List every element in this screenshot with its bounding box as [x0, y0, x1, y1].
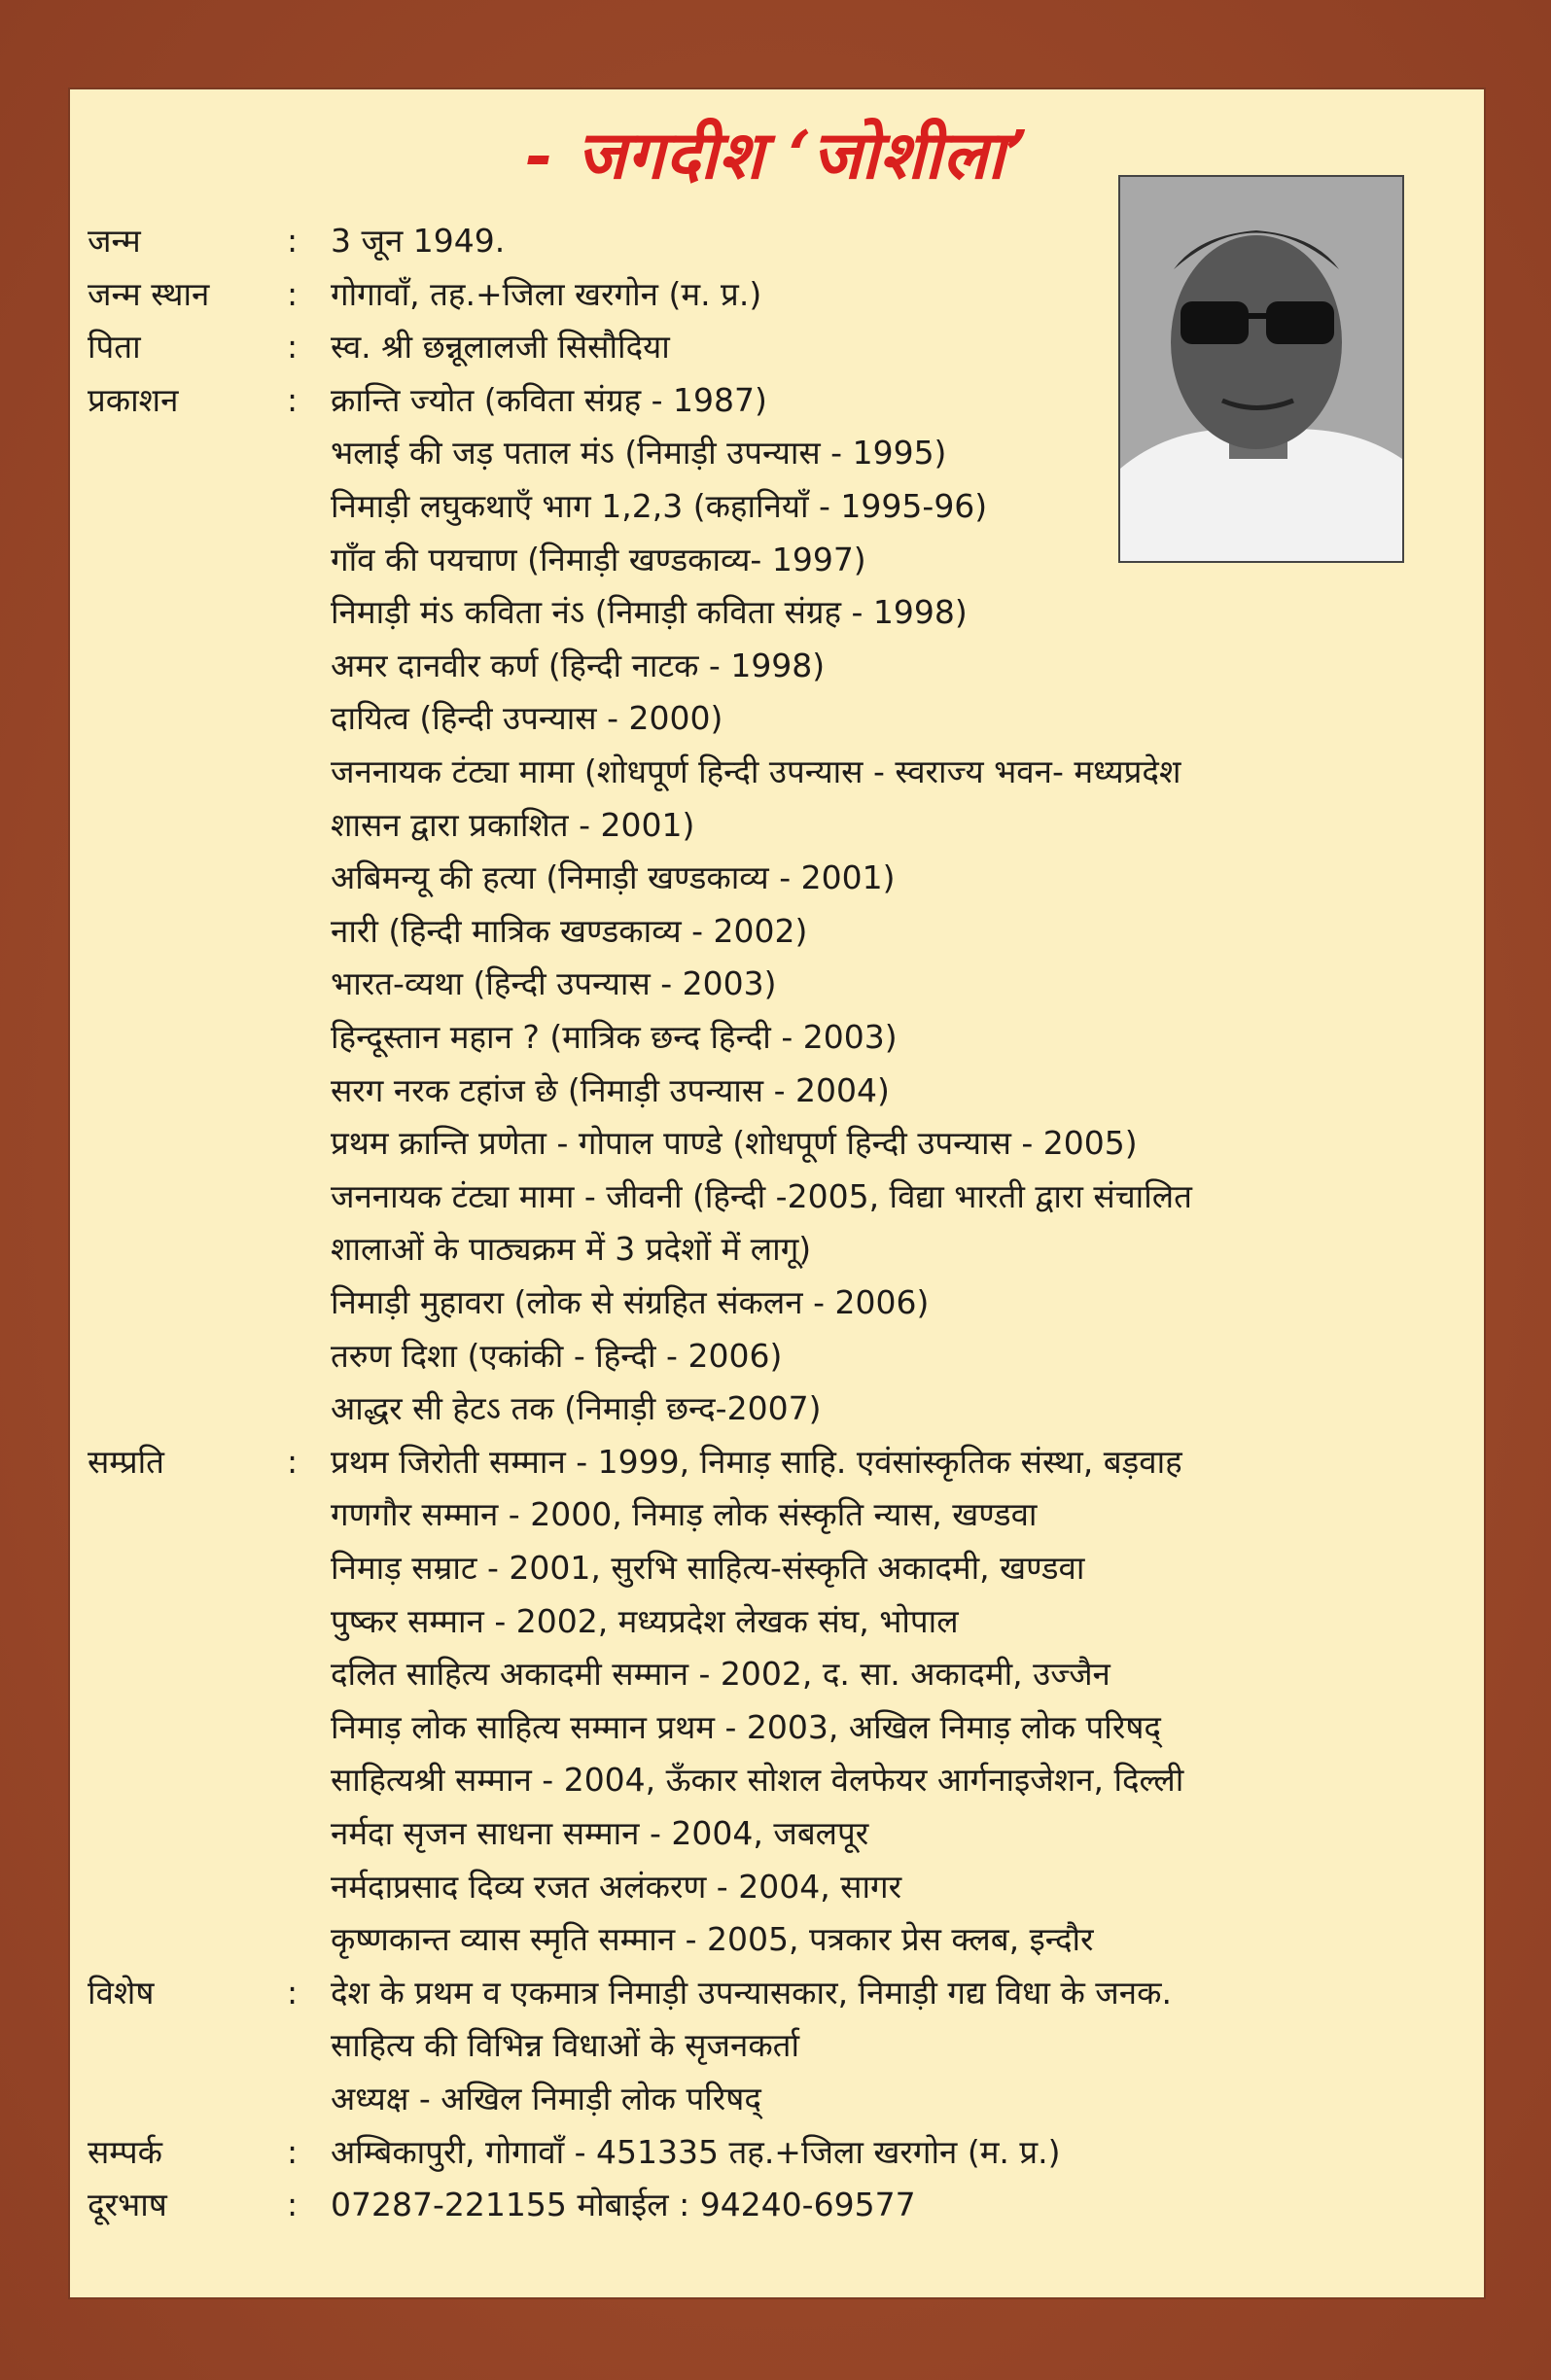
row-value: जननायक टंट्या मामा - जीवनी (हिन्दी -2005, विद्या भारती द्वारा संचालित — [331, 1176, 1192, 1215]
row-value: भारत-व्यथा (हिन्दी उपन्यास - 2003) — [331, 964, 777, 1003]
row-colon: : — [287, 1973, 299, 2012]
row-value: अमर दानवीर कर्ण (हिन्दी नाटक - 1998) — [331, 646, 826, 684]
row-value: अम्बिकापुरी, गोगावाँ - 451335 तह.+जिला खरगोन (म. प्र.) — [331, 2132, 1061, 2171]
row-value: नर्मदा सृजन साधना सम्मान - 2004, जबलपूर — [331, 1814, 869, 1852]
row-value: प्रथम क्रान्ति प्रणेता - गोपाल पाण्डे (शोधपूर्ण हिन्दी उपन्यास - 2005) — [331, 1124, 1138, 1163]
row-label: जन्म — [88, 222, 141, 260]
row-value: अबिमन्यू की हत्या (निमाड़ी खण्डकाव्य - 2001) — [331, 858, 896, 897]
row-label: विशेष — [88, 1973, 155, 2012]
bio-panel — [68, 88, 1486, 2299]
row-value: आद्धर सी हेटऽ तक (निमाड़ी छन्द-2007) — [331, 1389, 822, 1428]
row-value: प्रथम जिरोती सम्मान - 1999, निमाड़ साहि. एवंसांस्कृतिक संस्था, बड़वाह — [331, 1442, 1182, 1481]
author-photo — [1118, 175, 1404, 563]
row-value: दायित्व (हिन्दी उपन्यास - 2000) — [331, 699, 723, 738]
row-value: दलित साहित्य अकादमी सम्मान - 2002, द. सा. अकादमी, उज्जैन — [331, 1655, 1110, 1694]
row-value: गोगावाँ, तह.+जिला खरगोन (म. प्र.) — [331, 274, 762, 313]
row-label: दूरभाष — [88, 2186, 167, 2224]
row-value: निमाड़ सम्राट - 2001, सुरभि साहित्य-संस्कृति अकादमी, खण्डवा — [331, 1549, 1085, 1587]
row-value: 07287-221155 मोबाईल : 94240-69577 — [331, 2186, 916, 2224]
row-value: साहित्य की विभिन्न विधाओं के सृजनकर्ता — [331, 2026, 800, 2065]
row-value: सरग नरक टहांज छे (निमाड़ी उपन्यास - 2004) — [331, 1070, 890, 1109]
row-value: साहित्यश्री सम्मान - 2004, ऊँकार सोशल वेलफेयर आर्गनाइजेशन, दिल्ली — [331, 1761, 1184, 1800]
row-label: जन्म स्थान — [88, 274, 210, 313]
row-colon: : — [287, 222, 299, 260]
row-colon: : — [287, 1442, 299, 1481]
row-value: गणगौर सम्मान - 2000, निमाड़ लोक संस्कृति न्यास, खण्डवा — [331, 1495, 1038, 1534]
row-value: भलाई की जड़ पताल मंऽ (निमाड़ी उपन्यास - 1995) — [331, 434, 947, 472]
row-colon: : — [287, 2186, 299, 2224]
row-value: शासन द्वारा प्रकाशित - 2001) — [331, 805, 695, 844]
row-value: निमाड़ लोक साहित्य सम्मान प्रथम - 2003, अखिल निमाड़ लोक परिषद् — [331, 1707, 1161, 1746]
row-value: गाँव की पयचाण (निमाड़ी खण्डकाव्य- 1997) — [331, 540, 866, 578]
row-colon: : — [287, 380, 299, 419]
row-value: अध्यक्ष - अखिल निमाड़ी लोक परिषद् — [331, 2080, 761, 2118]
row-label: पिता — [88, 328, 141, 367]
row-value: हिन्दूस्तान महान ? (मात्रिक छन्द हिन्दी - 2003) — [331, 1018, 898, 1056]
row-value: नारी (हिन्दी मात्रिक खण्डकाव्य - 2002) — [331, 911, 808, 950]
row-value: 3 जून 1949. — [331, 222, 506, 260]
row-value: जननायक टंट्या मामा (शोधपूर्ण हिन्दी उपन्यास - स्वराज्य भवन- मध्यप्रदेश — [331, 752, 1181, 790]
row-label: सम्प्रति — [88, 1442, 164, 1481]
row-value: देश के प्रथम व एकमात्र निमाड़ी उपन्यासकार, निमाड़ी गद्य विधा के जनक. — [331, 1973, 1172, 2012]
row-value: तरुण दिशा (एकांकी - हिन्दी - 2006) — [331, 1336, 783, 1375]
row-label: सम्पर्क — [88, 2132, 162, 2171]
row-value: निमाड़ी लघुकथाएँ भाग 1,2,3 (कहानियाँ - 1995-96) — [331, 487, 988, 525]
row-value: शालाओं के पाठ्यक्रम में 3 प्रदेशों में लागू) — [331, 1230, 812, 1269]
row-value: स्व. श्री छन्नूलालजी सिसौदिया — [331, 328, 670, 367]
row-value: नर्मदाप्रसाद दिव्य रजत अलंकरण - 2004, सागर — [331, 1867, 902, 1906]
row-colon: : — [287, 2132, 299, 2171]
row-value: पुष्कर सम्मान - 2002, मध्यप्रदेश लेखक संघ, भोपाल — [331, 1601, 959, 1640]
row-colon: : — [287, 328, 299, 367]
row-value: कृष्णकान्त व्यास स्मृति सम्मान - 2005, पत्रकार प्रेस क्लब, इन्दौर — [331, 1920, 1094, 1959]
row-colon: : — [287, 274, 299, 313]
row-value: निमाड़ी मुहावरा (लोक से संग्रहित संकलन - 2006) — [331, 1283, 930, 1321]
page-title: - जगदीश ‘जोशीला’ — [524, 117, 1030, 194]
row-label: प्रकाशन — [88, 380, 179, 419]
row-value: क्रान्ति ज्योत (कविता संग्रह - 1987) — [331, 380, 767, 419]
row-value: निमाड़ी मंऽ कविता नंऽ (निमाड़ी कविता संग्रह - 1998) — [331, 593, 968, 632]
